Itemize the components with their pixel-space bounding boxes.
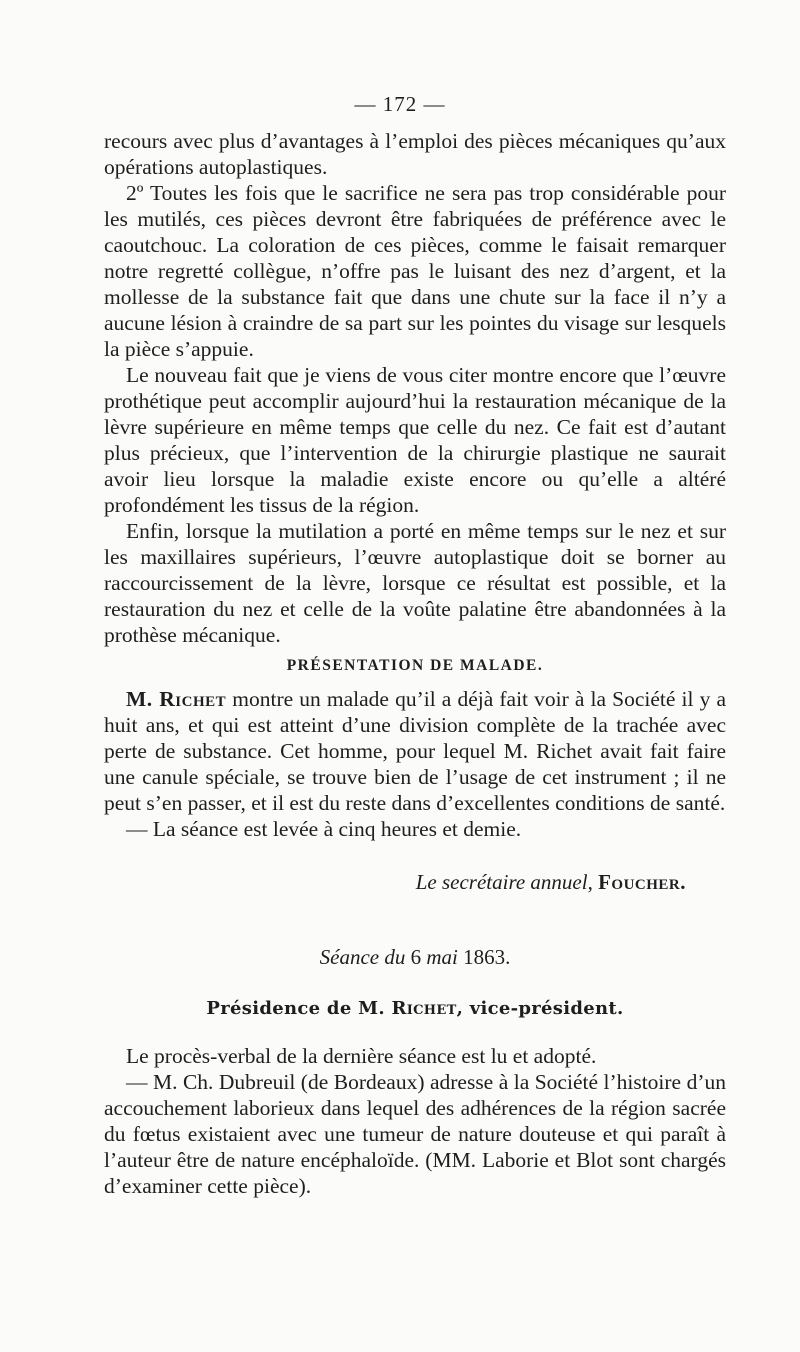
paragraph-proces-verbal: Le procès-verbal de la dernière séance est lu et adopté. — [126, 1044, 597, 1068]
paragraph-continuation: recours avec plus d’avantages à l’emploi des pièces mécaniques qu’aux opérations autoplastiques. — [104, 129, 726, 179]
signature-wrap — [104, 869, 726, 895]
presidence-line — [104, 998, 726, 1019]
paragraph-enfin: Enfin, lorsque la mutilation a porté en même temps sur le nez et sur les maxillaires supérieurs, l’œuvre autoplastique doit se borner au raccourcissement de la lèvre, lorsque ce résultat est possible, et la restauration du nez et celle de la voûte palatine être abandonnées à la prothèse mécanique. — [104, 519, 726, 647]
section-heading: PRÉSENTATION DE MALADE. — [286, 657, 544, 674]
presidence-name: M. Richet — [358, 998, 457, 1019]
paragraph-dubreuil: — M. Ch. Dubreuil (de Bordeaux) adresse à la Société l’histoire d’un accouchement laborieux dans lequel des adhérences de la région sacrée du fœtus existaient avec une tumeur de nature douteuse et qui paraît à l’auteur être de nature encéphaloïde. (MM. Laborie et Blot sont chargés d’examiner cette pièce). — [104, 1070, 726, 1198]
paragraph-caoutchouc: 2º Toutes les fois que le sacrifice ne sera pas trop considérable pour les mutilés, ces pièces devront être fabriquées de préférence avec le caoutchouc. La coloration de ces pièces, comme le faisait remarquer notre regretté collègue, n’offre pas le luisant des nez d’argent, et la mollesse de la substance fait que dans une chute sur la face il n’y a aucune lésion à craindre de sa part sur les pointes du visage sur lesquels la pièce s’appuie. — [104, 181, 726, 361]
presidence-prefix: Présidence de — [206, 998, 359, 1019]
top-text-section — [104, 128, 726, 648]
paragraph-prothetique: Le nouveau fait que je viens de vous citer montre encore que l’œuvre prothétique peut accomplir aujourd’hui la restauration mécanique de la lèvre supérieure en même temps que celle du nez. Ce fait est d’autant plus précieux, que l’intervention de la chirurgie plastique ne saurait avoir lieu lorsque la maladie existe encore ou qu’elle a altéré profondément les tissus de la région. — [104, 363, 726, 517]
session-year: 1863. — [463, 945, 511, 969]
speaker-name: M. Richet — [126, 687, 227, 711]
presidence-suffix: , vice-président. — [456, 998, 624, 1019]
page-number: — 172 — — [354, 92, 446, 116]
presentation-body: montre un malade qu’il a déjà fait voir à la Société il y a huit ans, et qui est atteint d’une division complète de la trachée avec perte de substance. Cet homme, pour lequel M. Richet avait fait faire une canule spéciale, se trouve bien de l’usage de cet instrument ; il ne peut s’en passer, et il est du reste dans d’excellentes conditions de santé. — [104, 687, 726, 815]
paragraph-presentation — [104, 686, 726, 816]
bottom-text-section — [104, 1043, 726, 1199]
session-title-prefix: Séance du — [319, 945, 411, 969]
paragraph-closing: — La séance est levée à cinq heures et demie. — [126, 817, 522, 841]
session-title — [104, 945, 726, 970]
signature-line — [104, 869, 726, 895]
signature-name: Foucher. — [598, 870, 686, 894]
signature-role: Le secrétaire annuel — [415, 870, 588, 894]
presidence-wrap — [104, 998, 726, 1019]
signature-separator: , — [587, 870, 599, 894]
session-month: mai — [421, 945, 464, 969]
session-day: 6 — [410, 945, 422, 969]
session-title-wrap — [104, 945, 726, 970]
presentation-section — [104, 686, 726, 842]
presentation-heading-wrap — [104, 657, 726, 675]
